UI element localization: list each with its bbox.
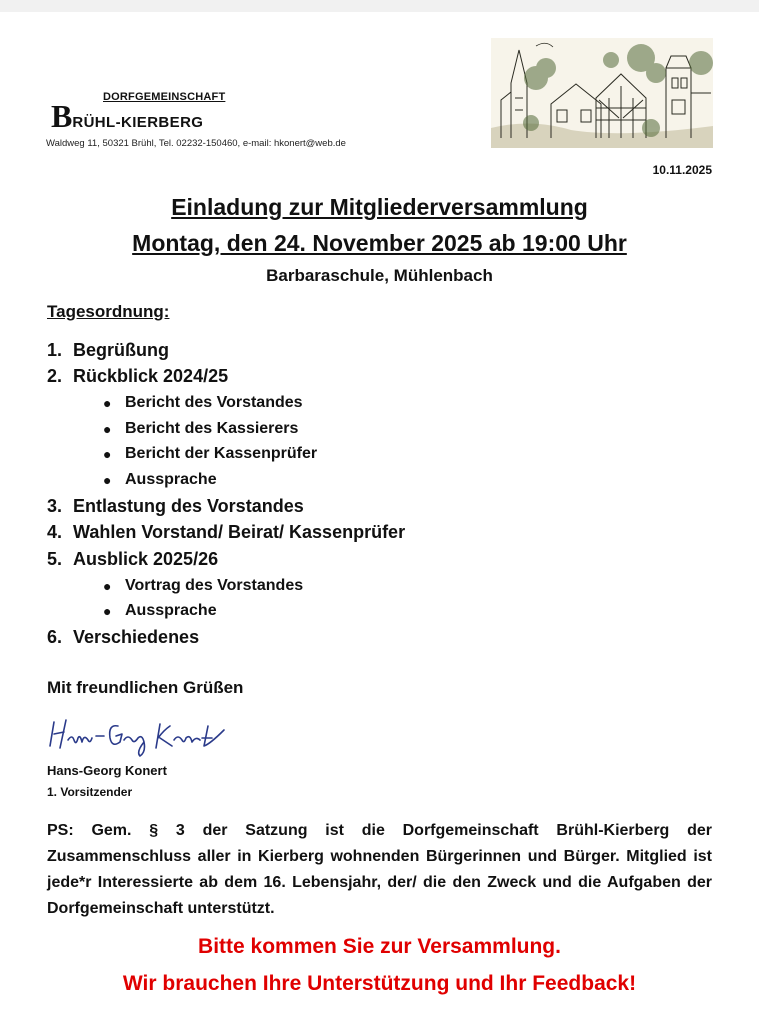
agenda-subitem xyxy=(47,416,707,442)
agenda-subitem xyxy=(47,573,707,599)
org-initial: B xyxy=(51,98,73,134)
agenda-subitem-label: Bericht des Kassierers xyxy=(125,419,299,437)
agenda-item-label: Ausblick 2025/26 xyxy=(73,548,219,569)
agenda-list xyxy=(47,337,707,651)
agenda-subitem xyxy=(47,390,707,416)
agenda-subitem-label: Aussprache xyxy=(125,602,217,620)
agenda-subitem-label: Vortrag des Vorstandes xyxy=(125,576,304,594)
agenda-item-label: Begrüßung xyxy=(73,339,169,360)
handwritten-signature xyxy=(44,712,229,758)
agenda-item xyxy=(47,546,707,573)
signer-role: 1. Vorsitzender xyxy=(47,785,133,799)
agenda-item-label: Wahlen Vorstand/ Beirat/ Kassenprüfer xyxy=(73,522,406,543)
agenda-subitem-label: Bericht des Vorstandes xyxy=(125,393,303,411)
agenda-item-number: 6. xyxy=(47,627,63,648)
org-name xyxy=(51,100,203,132)
call-to-action-line-2: Wir brauchen Ihre Unterstützung und Ihr Feedback! xyxy=(122,972,637,995)
agenda-heading: Tagesordnung: xyxy=(47,302,170,321)
invitation-datetime: Montag, den 24. November 2025 ab 19:00 Uhr xyxy=(132,230,627,256)
org-subtitle: DORFGEMEINSCHAFT xyxy=(103,91,226,103)
agenda-item-label: Entlastung des Vorstandes xyxy=(73,495,304,516)
bullet-icon: ● xyxy=(103,603,112,620)
agenda-subitem-label: Aussprache xyxy=(125,471,217,489)
org-name-rest: RÜHL-KIERBERG xyxy=(72,114,204,131)
call-to-action-line-1: Bitte kommen Sie zur Versammlung. xyxy=(198,935,561,958)
signer-name: Hans-Georg Konert xyxy=(47,763,167,778)
agenda-item xyxy=(47,337,707,364)
agenda-subitem xyxy=(47,442,707,468)
agenda-subitem-label: Bericht der Kassenprüfer xyxy=(125,445,318,463)
invitation-venue: Barbaraschule, Mühlenbach xyxy=(266,266,493,285)
agenda-item-label: Verschiedenes xyxy=(73,627,200,648)
agenda-item-number: 5. xyxy=(47,548,63,569)
org-address: Waldweg 11, 50321 Brühl, Tel. 02232-150460, e-mail: hkonert@web.de xyxy=(46,138,346,149)
agenda-item xyxy=(47,364,707,391)
closing-greeting: Mit freundlichen Grüßen xyxy=(47,678,244,697)
ps-paragraph: PS: Gem. § 3 der Satzung ist die Dorfgemeinschaft Brühl-Kierberg der Zusammenschluss aller in Kierberg wohnenden Bürgerinnen und Bürger. Mitglied ist jede*r Interessierte ab dem 16. Lebensjahr, der/ die den Zweck und die Aufgaben der Dorfgemeinschaft unterstützt. xyxy=(47,822,712,917)
top-strip xyxy=(0,0,759,12)
letter-date: 10.11.2025 xyxy=(652,163,712,177)
agenda-item-number: 3. xyxy=(47,495,63,516)
bullet-icon: ● xyxy=(103,472,112,489)
bullet-icon: ● xyxy=(103,446,112,463)
agenda-item xyxy=(47,624,707,651)
bullet-icon: ● xyxy=(103,394,112,411)
agenda-item xyxy=(47,520,707,547)
agenda-item-number: 2. xyxy=(47,366,63,387)
agenda-item-number: 4. xyxy=(47,522,63,543)
agenda-item-number: 1. xyxy=(47,339,63,360)
invitation-title: Einladung zur Mitgliederversammlung xyxy=(171,194,588,220)
agenda-item xyxy=(47,493,707,520)
bullet-icon: ● xyxy=(103,420,112,437)
bullet-icon: ● xyxy=(103,577,112,594)
agenda-subitem xyxy=(47,598,707,624)
agenda-item-label: Rückblick 2024/25 xyxy=(73,366,229,387)
agenda-subitem xyxy=(47,467,707,493)
village-sketch-image xyxy=(491,38,713,148)
